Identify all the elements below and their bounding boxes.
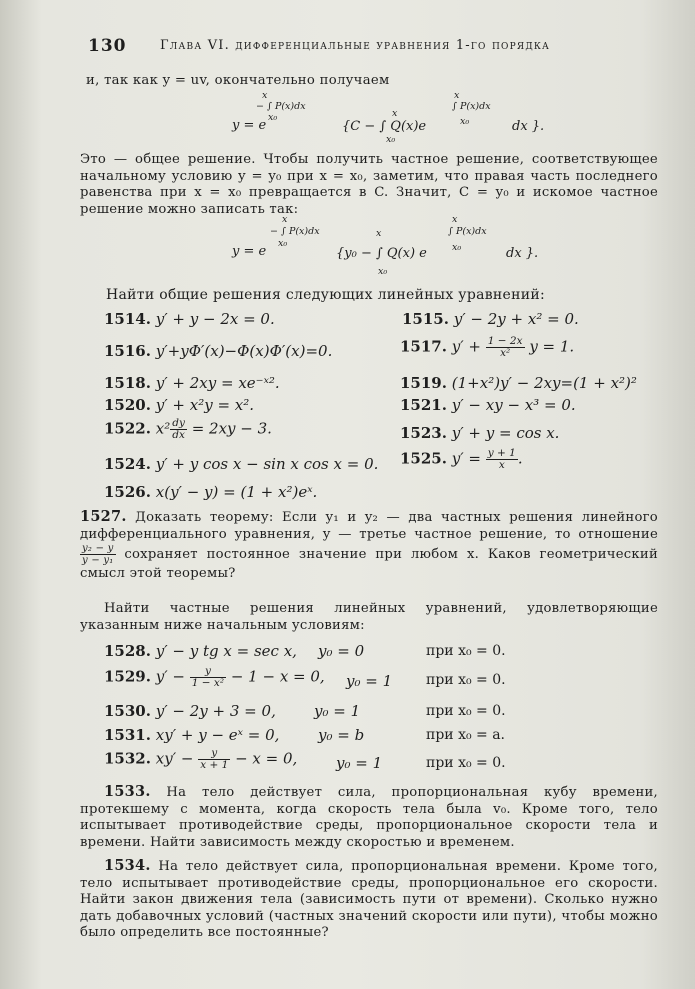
- problem-1532-init: y₀ = 1: [336, 754, 383, 772]
- formula1-main: y = e: [232, 118, 267, 133]
- problem-1530-cond: при x₀ = 0.: [426, 703, 506, 719]
- problem-1531-init: y₀ = b: [318, 726, 365, 744]
- problem-1524: 1524. y′ + y cos x − sin x cos x = 0.: [104, 455, 379, 473]
- problem-1527: 1527. Доказать теорему: Если y₁ и y₂ — два частных решения линейного дифференциального уравнения, y — третье частное решение, то отношение $\frac{\text{y₂ − y}}{\text{y − y₁}}$ сохраняет постоянное значение при любом x. Каков геометрический смысл этой теоремы?: [80, 508, 659, 582]
- problem-1525-fraction: $\frac{y + 1}{x}$: [487, 447, 516, 471]
- problem-1520: 1520. y′ + x²y = x².: [104, 396, 255, 414]
- problem-1519: 1519. (1+x²)y′ − 2xy=(1 + x²)²: [400, 374, 637, 392]
- intro-line: и, так как y = uv, окончательно получаем: [86, 73, 390, 88]
- formula1-exp-low: x₀: [268, 112, 278, 123]
- formula1-tail: dx }.: [512, 119, 545, 134]
- problem-1529: 1529. y′ − $\frac{y}{\text{1 − x²}}$ − 1 − x = 0,: [104, 665, 325, 689]
- problem-1515: 1515. y′ − 2y + x² = 0.: [402, 310, 579, 328]
- problem-1532: 1532. xy′ − $\frac{y}{x + 1}$ − x = 0,: [104, 747, 298, 771]
- formula2-inner-exp-top: x: [452, 214, 458, 225]
- problem-1532-cond: при x₀ = 0.: [426, 755, 506, 771]
- problem-1526: 1526. x(y′ − y) = (1 + x²)eˣ.: [104, 483, 318, 501]
- formula2-exp-low: x₀: [278, 238, 288, 249]
- formula1-exp-top: x: [262, 90, 268, 101]
- formula1-int-upper: x: [392, 108, 398, 119]
- formula2-exp-mid: − ∫ P(x)dx: [270, 226, 320, 237]
- problem-1514: 1514. y′ + y − 2x = 0.: [104, 310, 275, 328]
- problem-1534: 1534. На тело действует сила, пропорциональная времени. Кроме того, тело испытывает противодействие среды, пропорциональное его скорости. Найти закон движения тела (зависимость пути от времени). Сколько нужно дать добавочных условий (частных значений скорости или пути), чтобы можно было определить все постоянные?: [80, 857, 658, 941]
- formula2-tail: dx }.: [506, 246, 539, 261]
- page-number: 130: [88, 36, 127, 56]
- problem-1523: 1523. y′ + y = cos x.: [400, 424, 560, 442]
- formula2-int-upper: x: [376, 228, 382, 239]
- problem-1521: 1521. y′ − xy − x³ = 0.: [400, 396, 576, 414]
- problem-1517-fraction: $\frac{1 - 2x}{\text{x²}}$: [487, 335, 523, 359]
- problem-1527-fraction: $\frac{\text{y₂ − y}}{\text{y − y₁}}$: [82, 543, 114, 567]
- problem-1531: 1531. xy′ + y − eˣ = 0,: [104, 726, 280, 744]
- problem-1531-cond: при x₀ = a.: [426, 727, 506, 743]
- problem-1528-cond: при x₀ = 0.: [426, 643, 506, 659]
- formula1-inner-exp-top: x: [454, 90, 460, 101]
- problem-1530-init: y₀ = 1: [314, 702, 361, 720]
- problem-1529-init: y₀ = 1: [346, 672, 393, 690]
- problem-1528: 1528. y′ − y tg x = sec x,: [104, 642, 297, 660]
- problem-1518: 1518. y′ + 2xy = xe⁻ˣ².: [104, 374, 280, 392]
- formula1-inner-exp-low: x₀: [460, 116, 470, 127]
- problem-1522-fraction: $\frac{dy}{dx}$: [172, 417, 185, 441]
- formula2-inner-exp-mid: ∫ P(x)dx: [448, 226, 487, 237]
- problem-1529-fraction: $\frac{y}{\text{1 − x²}}$: [191, 665, 225, 689]
- problem-1517: 1517. y′ + $\frac{1 - 2x}{\text{x²}}$ y = 1.: [400, 335, 575, 359]
- problem-1529-cond: при x₀ = 0.: [426, 672, 506, 688]
- chapter-title: Глава VI. дифференциальные уравнения 1-го порядка: [160, 38, 551, 53]
- formula2-inner-exp-low: x₀: [452, 242, 462, 253]
- problem-1533: 1533. На тело действует сила, пропорциональная кубу времени, протекшему с момента, когда скорость тела была v₀. Кроме того, тело испытывает противодействие среды, пропорциональное скорости тела и времени. Найти зависимость между скоростью и временем.: [80, 783, 658, 850]
- problem-1516: 1516. y′+yΦ′(x)−Φ(x)Φ′(x)=0.: [104, 342, 333, 360]
- section1-heading: Найти общие решения следующих линейных уравнений:: [106, 287, 546, 303]
- problem-1532-fraction: $\frac{y}{x + 1}$: [200, 747, 229, 771]
- formula1-exp-mid: − ∫ P(x)dx: [256, 101, 306, 112]
- problem-1528-init: y₀ = 0: [318, 642, 365, 660]
- formula2-main: y = e: [232, 244, 267, 259]
- intro-paragraph: Это — общее решение. Чтобы получить частное решение, соответствующее начальному условию y = y₀ при x = x₀, заметим, что правая часть последнего равенства при x = x₀ превращается в C. Значит, C = y₀ и искомое частное решение можно записать так:: [80, 152, 658, 217]
- formula2-int-lower: x₀: [378, 266, 388, 277]
- formula2-exp-top: x: [282, 214, 288, 225]
- formula1-bracket: {C − ∫ Q(x)e: [342, 119, 427, 134]
- formula1-inner-exp-mid: ∫ P(x)dx: [452, 101, 491, 112]
- formula2-bracket: {y₀ − ∫ Q(x) e: [336, 246, 427, 261]
- formula1-int-lower: x₀: [386, 134, 396, 145]
- problem-1530: 1530. y′ − 2y + 3 = 0,: [104, 702, 276, 720]
- section2-heading: Найти частные решения линейных уравнений, удовлетворяющие указанным ниже начальным условиям:: [80, 601, 658, 633]
- problem-1525: 1525. y′ = $\frac{y + 1}{x}$ .: [400, 447, 523, 471]
- problem-1522: 1522. x² $\frac{dy}{dx}$ = 2xy − 3.: [104, 417, 272, 441]
